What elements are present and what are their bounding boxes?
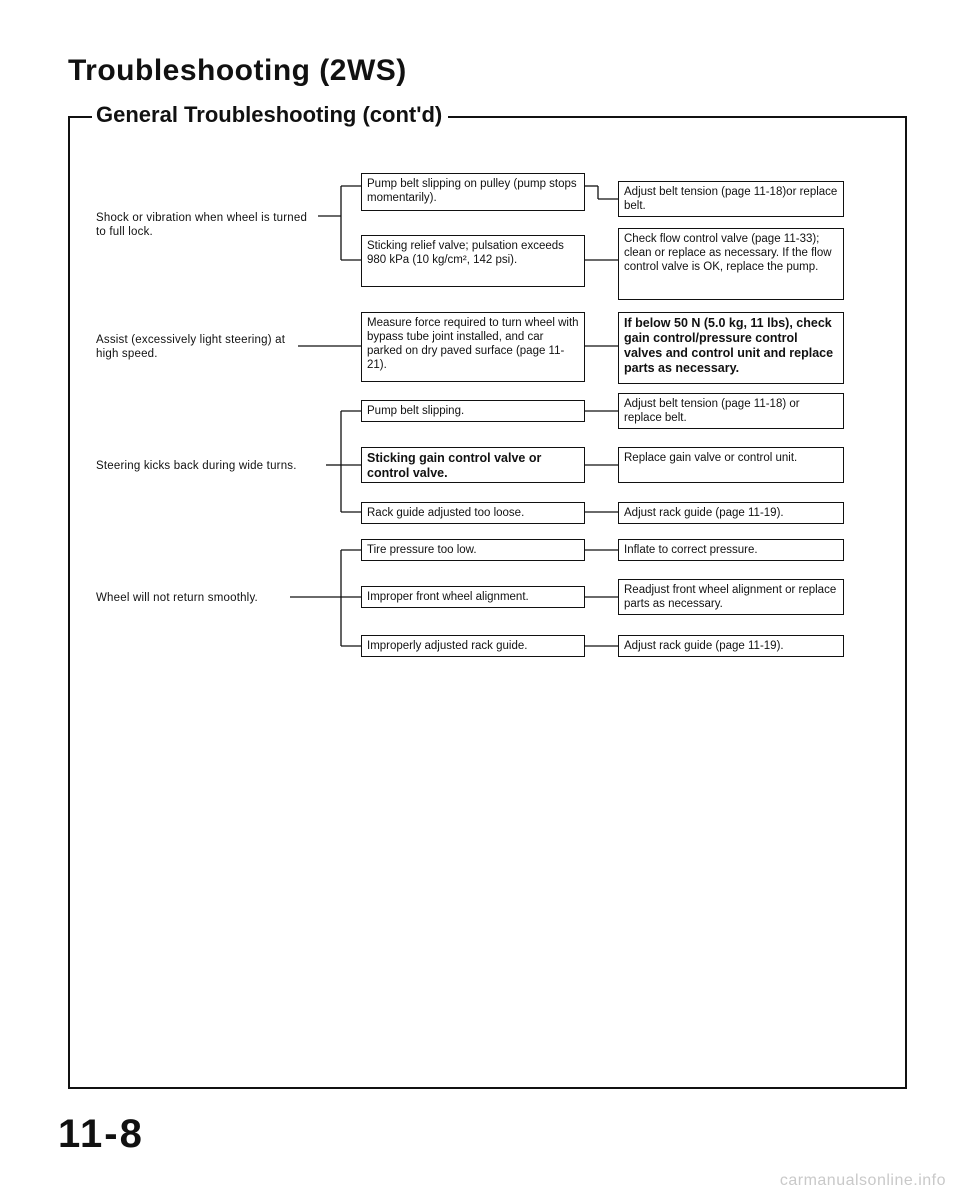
remedy-box: Inflate to correct pressure.	[618, 539, 844, 561]
remedy-box: Check flow control valve (page 11-33); clean or replace as necessary. If the flow control valve is OK, replace the pump.	[618, 228, 844, 300]
cause-box: Improper front wheel alignment.	[361, 586, 585, 608]
symptom-wheel-not-returning: Wheel will not return smoothly.	[96, 592, 258, 604]
page-title: Troubleshooting (2WS)	[68, 54, 407, 87]
remedy-box: Adjust rack guide (page 11-19).	[618, 502, 844, 524]
cause-box: Improperly adjusted rack guide.	[361, 635, 585, 657]
symptom-excessive-light-steering: Assist (excessively light steering) at high speed.	[96, 334, 286, 360]
symptom-shock-vibration: Shock or vibration when wheel is turned to full lock.	[96, 212, 308, 238]
remedy-box: If below 50 N (5.0 kg, 11 lbs), check gain control/pressure control valves and control unit and replace parts as necessary.	[618, 312, 844, 384]
site-watermark: carmanualsonline.info	[779, 1172, 946, 1189]
remedy-box: Adjust belt tension (page 11-18)or replace belt.	[618, 181, 844, 217]
section-subtitle: General Troubleshooting (cont'd)	[94, 102, 448, 128]
cause-box: Sticking gain control valve or control valve.	[361, 447, 585, 483]
cause-box: Pump belt slipping.	[361, 400, 585, 422]
remedy-box: Adjust rack guide (page 11-19).	[618, 635, 844, 657]
cause-box: Tire pressure too low.	[361, 539, 585, 561]
remedy-box: Readjust front wheel alignment or replace parts as necessary.	[618, 579, 844, 615]
cause-box: Sticking relief valve; pulsation exceeds 980 kPa (10 kg/cm², 142 psi).	[361, 235, 585, 287]
cause-box: Measure force required to turn wheel with bypass tube joint installed, and car parked on dry paved surface (page 11-21).	[361, 312, 585, 382]
remedy-box: Adjust belt tension (page 11-18) or replace belt.	[618, 393, 844, 429]
page-number: 11-8	[58, 1112, 144, 1156]
cause-box: Pump belt slipping on pulley (pump stops momentarily).	[361, 173, 585, 211]
symptom-steering-kicks-back: Steering kicks back during wide turns.	[96, 460, 297, 472]
remedy-box: Replace gain valve or control unit.	[618, 447, 844, 483]
cause-box: Rack guide adjusted too loose.	[361, 502, 585, 524]
